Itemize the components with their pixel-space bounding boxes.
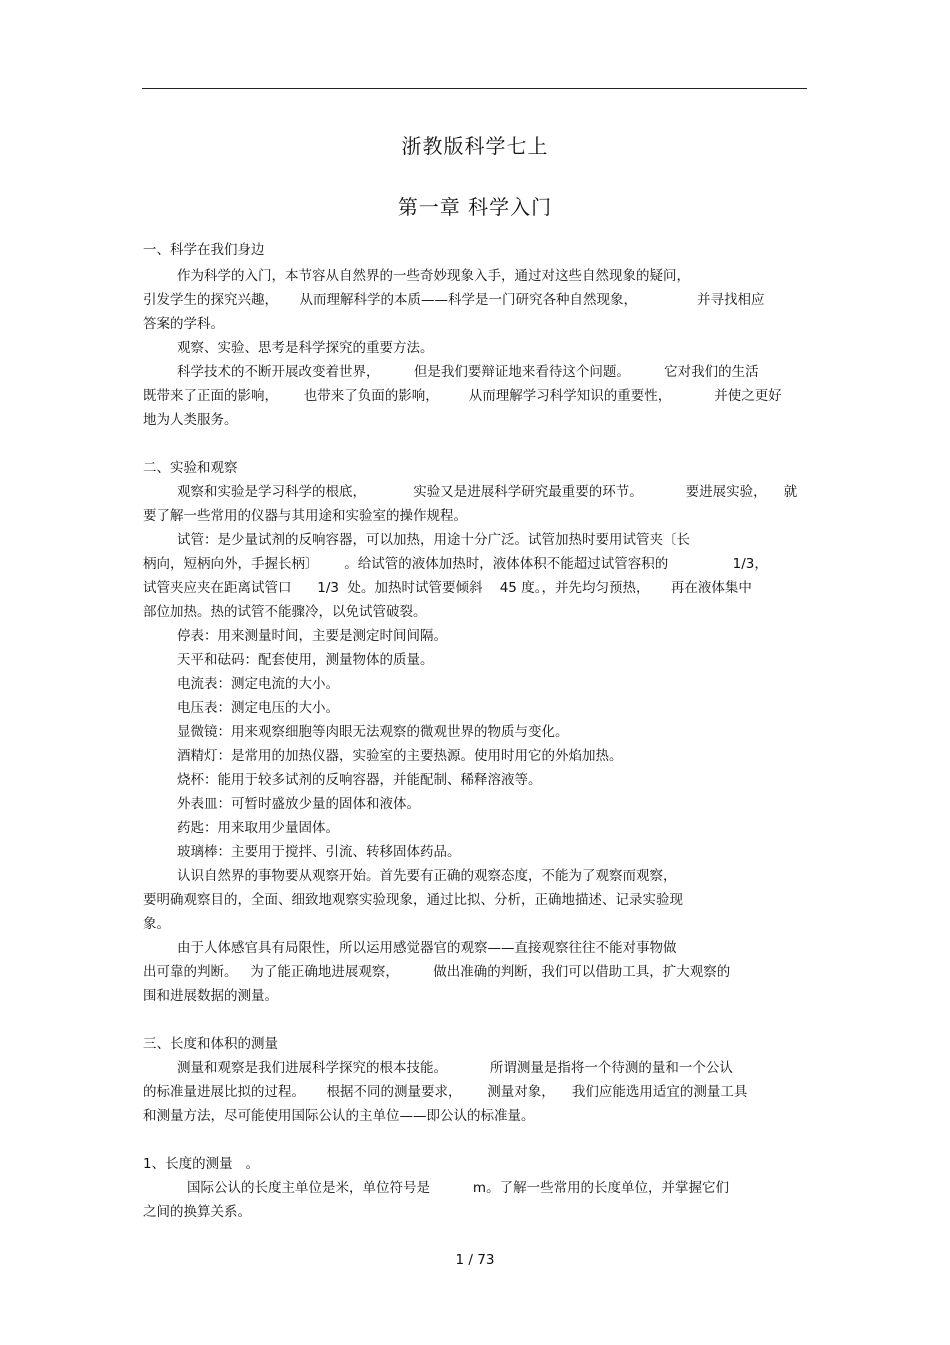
paragraph-line: 烧杯：能用于较多试剂的反响容器，并能配制、稀释溶液等。 bbox=[177, 772, 542, 788]
paragraph-line: 引发学生的探究兴趣， 从而理解科学的本质——科学是一门研究各种自然现象， 并寻找相应 bbox=[143, 292, 765, 308]
page-number: 1 / 73 bbox=[455, 1252, 495, 1268]
subsection-heading: 1、长度的测量 。 bbox=[143, 1156, 259, 1172]
paragraph-line: 观察、实验、思考是科学探究的重要方法。 bbox=[177, 340, 434, 356]
paragraph-line: 要了解一些常用的仪器与其用途和实验室的操作规程。 bbox=[143, 508, 467, 524]
paragraph-line: 试管：是少量试剂的反响容器，可以加热，用途十分广泛。试管加热时要用试管夹〔长 bbox=[177, 532, 690, 548]
paragraph-line: 认识自然界的事物要从观察开始。首先要有正确的观察态度，不能为了观察而观察， bbox=[177, 868, 677, 884]
paragraph-line: 试管夹应夹在距离试管口 1/3 处。加热时试管要倾斜 45 度。，并先均匀预热， 再在液体集中 bbox=[143, 580, 752, 596]
paragraph-line: 出可靠的判断。 为了能正确地进展观察， 做出准确的判断，我们可以借助工具，扩大观察的 bbox=[143, 964, 731, 980]
paragraph-line: 外表皿：可暂时盛放少量的固体和液体。 bbox=[177, 796, 420, 812]
section-heading: 二、实验和观察 bbox=[143, 460, 238, 476]
paragraph-line: 象。 bbox=[143, 916, 170, 932]
paragraph-line: 由于人体感官具有局限性，所以运用感觉器官的观察——直接观察往往不能对事物做 bbox=[177, 940, 677, 956]
paragraph-line: 测量和观察是我们进展科学探究的根本技能。 所谓测量是指将一个待测的量和一个公认 bbox=[177, 1060, 733, 1076]
paragraph-line: 玻璃棒：主要用于搅拌、引流、转移固体药品。 bbox=[177, 844, 461, 860]
paragraph-line: 柄向，短柄向外，手握长柄〕 。给试管的液体加热时，液体体积不能超过试管容积的 1/3， bbox=[143, 556, 768, 572]
paragraph-line: 酒精灯：是常用的加热仪器，实验室的主要热源。使用时用它的外焰加热。 bbox=[177, 748, 623, 764]
paragraph-line: 答案的学科。 bbox=[143, 316, 224, 332]
paragraph-line: 科学技术的不断开展改变着世界， 但是我们要辩证地来看待这个问题。 它对我们的生活 bbox=[177, 364, 759, 380]
paragraph-line: 和测量方法，尽可能使用国际公认的主单位——即公认的标准量。 bbox=[143, 1108, 535, 1124]
section-heading: 一、科学在我们身边 bbox=[143, 242, 265, 258]
paragraph-line: 既带来了正面的影响， 也带来了负面的影响， 从而理解学习科学知识的重要性， 并使之更好 bbox=[143, 388, 782, 404]
paragraph-line: 要明确观察目的，全面、细致地观察实验现象，通过比拟、分析，正确地描述、记录实验现 bbox=[143, 892, 683, 908]
paragraph-line: 的标准量进展比拟的过程。 根据不同的测量要求， 测量对象， 我们应能选用适宜的测量工具 bbox=[143, 1084, 748, 1100]
paragraph-line: 显微镜：用来观察细胞等肉眼无法观察的微观世界的物质与变化。 bbox=[177, 724, 569, 740]
paragraph-line: 地为人类服务。 bbox=[143, 412, 238, 428]
paragraph-line: 天平和砝码：配套使用，测量物体的质量。 bbox=[177, 652, 434, 668]
document-title: 浙教版科学七上 bbox=[401, 134, 549, 158]
section-heading: 三、长度和体积的测量 bbox=[143, 1036, 278, 1052]
paragraph-line: 电流表：测定电流的大小。 bbox=[177, 676, 339, 692]
paragraph-line: 之间的换算关系。 bbox=[143, 1204, 251, 1220]
paragraph-line: 国际公认的长度主单位是米，单位符号是 m。了解一些常用的长度单位，并掌握它们 bbox=[187, 1180, 730, 1196]
paragraph-line: 部位加热。热的试管不能骤冷，以免试管破裂。 bbox=[143, 604, 427, 620]
paragraph-line: 观察和实验是学习科学的根底， 实验又是进展科学研究最重要的环节。 要进展实验， 就 bbox=[177, 484, 798, 500]
paragraph-line: 作为科学的入门，本节容从自然界的一些奇妙现象入手，通过对这些自然现象的疑问， bbox=[177, 268, 690, 284]
header-rule bbox=[142, 88, 807, 89]
paragraph-line: 围和进展数据的测量。 bbox=[143, 988, 278, 1004]
paragraph-line: 药匙：用来取用少量固体。 bbox=[177, 820, 339, 836]
chapter-title: 第一章 科学入门 bbox=[397, 195, 553, 219]
paragraph-line: 电压表：测定电压的大小。 bbox=[177, 700, 339, 716]
paragraph-line: 停表：用来测量时间，主要是测定时间间隔。 bbox=[177, 628, 447, 644]
